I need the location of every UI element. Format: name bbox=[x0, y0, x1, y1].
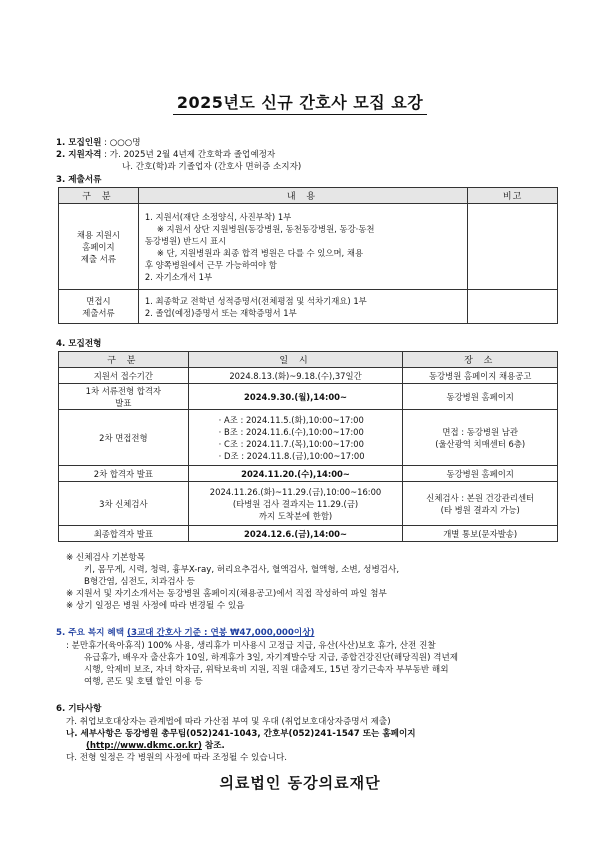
table-row bbox=[59, 526, 558, 542]
schedule-date: 2024.8.13.(화)~9.18.(수),37일간 bbox=[188, 368, 403, 384]
documents-category-interview: 면접시 제출서류 bbox=[59, 290, 139, 324]
section-recruitment-count: 1. 모집인원 : ○○○명 bbox=[56, 138, 141, 148]
documents-note-application bbox=[468, 204, 558, 290]
table-row bbox=[59, 410, 558, 466]
benefits-line: : 분만휴가(육아휴직) 100% 사용, 생리휴가 미사용시 고정급 지급, 유산(사산)보호 휴가, 산전 진찰 bbox=[66, 641, 436, 651]
schedule-place: 동강병원 홈페이지 채용공고 bbox=[403, 368, 558, 384]
schedule-date: 2024.9.30.(월),14:00~ bbox=[188, 384, 403, 410]
documents-header-note: 비고 bbox=[468, 188, 558, 204]
documents-category-application: 채용 지원시 홈페이지 제출 서류 bbox=[59, 204, 139, 290]
benefits-line: 여행, 콘도 및 호텔 할인 이용 등 bbox=[84, 677, 203, 687]
schedule-place: 면접 : 동강병원 남관 (울산광역 치매센터 6층) bbox=[403, 410, 558, 466]
table-row bbox=[59, 384, 558, 410]
page-title: 2025년도 신규 간호사 모집 요강 bbox=[0, 90, 600, 113]
table-row bbox=[59, 368, 558, 384]
note-schedule-change: ※ 상기 일정은 병원 사정에 따라 변경될 수 있음 bbox=[66, 601, 245, 611]
note-exam-items-cont: B형간염, 심전도, 치과검사 등 bbox=[84, 577, 195, 587]
schedule-category: 3차 신체검사 bbox=[59, 482, 189, 526]
schedule-category: 최종합격자 발표 bbox=[59, 526, 189, 542]
section-qualification: 2. 지원자격 : 가. 2025년 2월 4년제 간호학과 졸업예정자 bbox=[56, 150, 276, 160]
homepage-link[interactable]: (http://www.dkmc.or.kr) bbox=[86, 741, 202, 751]
table-row bbox=[59, 290, 558, 324]
schedule-category: 1차 서류전형 합격자 발표 bbox=[59, 384, 189, 410]
note-physical-exam: ※ 신체검사 기본항목 bbox=[66, 553, 146, 563]
section-benefits-heading: 5. 주요 복지 혜택 (3교대 간호사 기준 : 연봉 ₩47,000,000이상) bbox=[56, 628, 315, 638]
documents-table bbox=[58, 187, 558, 324]
table-row bbox=[59, 204, 558, 290]
schedule-date: · A조 : 2024.11.5.(화),10:00~17:00 · B조 : 2024.11.6.(수),10:00~17:00 · C조 : 2024.11.7.(목),10:00~17:00 · D조 : 2024.11.8.(금),10:00~17:00 bbox=[188, 410, 403, 466]
documents-header-category: 구 분 bbox=[59, 188, 139, 204]
schedule-header-category: 구 분 bbox=[59, 352, 189, 368]
documents-header-content: 내 용 bbox=[138, 188, 467, 204]
benefits-line: 유급휴가, 배우자 출산휴가 10일, 하계휴가 3일, 자기계발수당 지급, 종합건강진단(해당직원) 격년제 bbox=[84, 653, 459, 663]
schedule-header-date: 일 시 bbox=[188, 352, 403, 368]
section-selection-heading: 4. 모집전형 bbox=[56, 339, 102, 349]
schedule-header-place: 장 소 bbox=[403, 352, 558, 368]
schedule-category: 2차 면접전형 bbox=[59, 410, 189, 466]
table-row bbox=[59, 466, 558, 482]
misc-item-a: 가. 취업보호대상자는 관계법에 따라 가산점 부여 및 우대 (취업보호대상자증명서 제출) bbox=[66, 717, 391, 727]
misc-item-c: 다. 전형 일정은 각 병원의 사정에 따라 조정될 수 있습니다. bbox=[66, 753, 287, 763]
schedule-category: 지원서 접수기간 bbox=[59, 368, 189, 384]
documents-note-interview bbox=[468, 290, 558, 324]
schedule-date: 2024.11.20.(수),14:00~ bbox=[188, 466, 403, 482]
schedule-place: 동강병원 홈페이지 bbox=[403, 466, 558, 482]
schedule-category: 2차 합격자 발표 bbox=[59, 466, 189, 482]
benefits-line: 시행, 악제비 보조, 자녀 학자금, 위탁보육비 지원, 직원 대출제도, 15년 장기근속자 부부동반 해외 bbox=[84, 665, 449, 675]
misc-item-b-url: (http://www.dkmc.or.kr) 참조. bbox=[86, 741, 225, 751]
salary-highlight: (3교대 간호사 기준 : 연봉 ₩47,000,000이상) bbox=[127, 628, 315, 638]
section-documents-heading: 3. 제출서류 bbox=[56, 175, 102, 185]
section-misc-heading: 6. 기타사항 bbox=[56, 704, 102, 714]
qualification-line-2: 나. 간호(학)과 기졸업자 (간호사 면허증 소지자) bbox=[122, 162, 302, 172]
documents-content-application: 1. 지원서(재단 소정양식, 사진부착) 1부 ※ 지원서 상단 지원병원(동강병원, 동천동강병원, 동강·동천 동강병원) 반드시 표시 ※ 단, 지원병원과 최종 합격 병원은 다를 수 있으며, 채용 후 양쪽병원에서 근무 가능하여야 함 2. 자기소개서 1부 bbox=[138, 204, 467, 290]
note-application-form: ※ 지원서 및 자기소개서는 동강병원 홈페이지(채용공고)에서 직접 작성하여 파일 첨부 bbox=[66, 589, 387, 599]
misc-item-b: 나. 세부사항은 동강병원 총무팀(052)241-1043, 간호부(052)241-1547 또는 홈페이지 bbox=[66, 729, 416, 739]
issuer-footer: 의료법인 동강의료재단 bbox=[219, 774, 381, 792]
table-row bbox=[59, 482, 558, 526]
schedule-place: 신체검사 : 본원 건강관리센터 (타 병원 결과지 가능) bbox=[403, 482, 558, 526]
schedule-date: 2024.12.6.(금),14:00~ bbox=[188, 526, 403, 542]
schedule-date: 2024.11.26.(화)~11.29.(금),10:00~16:00 (타병원 검사 결과지는 11.29.(금) 까지 도착분에 한함) bbox=[188, 482, 403, 526]
schedule-place: 동강병원 홈페이지 bbox=[403, 384, 558, 410]
note-exam-items: 키, 몸무게, 시력, 청력, 흉부X-ray, 허리요추검사, 혈액검사, 혈액형, 소변, 성병검사, bbox=[84, 565, 400, 575]
selection-schedule-table bbox=[58, 351, 558, 542]
documents-content-interview: 1. 최종학교 전학년 성적증명서(전체평점 및 석차기재요) 1부 2. 졸업(예정)증명서 또는 재학증명서 1부 bbox=[138, 290, 467, 324]
schedule-place: 개별 통보(문자발송) bbox=[403, 526, 558, 542]
